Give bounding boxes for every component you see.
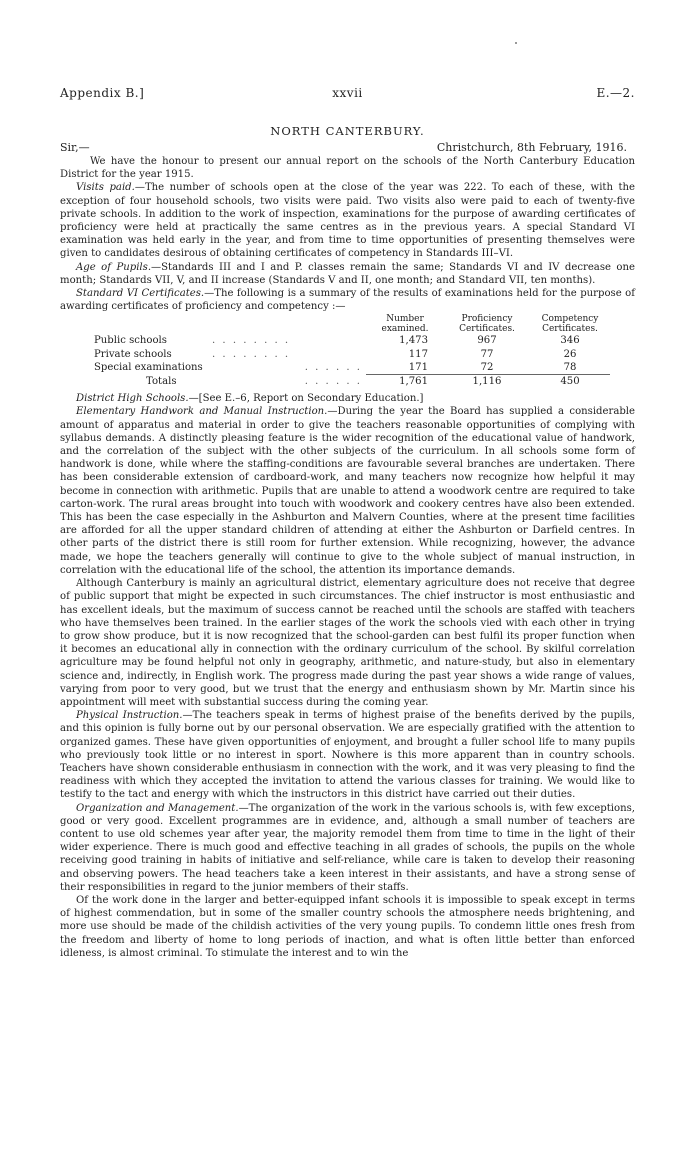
cell-examined: 171 [408, 361, 428, 373]
total-label: Totals [146, 376, 177, 388]
age-paragraph [60, 261, 635, 287]
header-appendix: Appendix B.] [60, 86, 145, 100]
header-series: E.—2. [596, 86, 635, 100]
handwork-paragraph [60, 405, 635, 577]
std6-text: —The following is a summary of the results of examinations held for the purpose of awarding certificates of proficiency and competency :— [60, 288, 635, 313]
handwork-heading: Elementary Handwork and Manual Instruction. [76, 406, 328, 418]
dhs-text: —[See E.–6, Report on Secondary Education.] [188, 393, 424, 405]
report-body [60, 155, 635, 960]
leader-dots: . . . . . . . . [212, 335, 291, 347]
dhs-paragraph [60, 392, 635, 405]
leader-dots: . . . . . . [304, 376, 362, 388]
leader-dots: . . . . . . [304, 362, 362, 374]
visits-heading: Visits paid. [76, 182, 135, 194]
handwork-text: —During the year the Board has supplied a considerable amount of apparatus and material in order to give the teachers reasonable opportunities of complying with syllabus demands. A distinctly pleasing feature is the wider recognition of the educational value of handwork, and the correlation of the subject with the other subjects of the curriculum. In all schools some form of handwork is done, while where the staffing-conditions are favourable several branches are undertaken. There has been considerable extension of cardboard-work, and many teachers now recognize how helpful it may become in connection with arithmetic. Pupils that are unable to attend a woodwork centre are required to take carton-work. The rural areas brought into touch with woodwork and cookery centres have also been extended. This has been the case especially in the Ashburton and Malvern Counties, where at the present time facilities are afforded for all the upper standard children of attending at either the Ashburton or Darfield centres. In other parts of the district there is still room for further extension. While recognizing, however, the advance made, we hope the teachers generally will continue to give to the whole subject of manual instruction, in correlation with the educational life of the school, the attention its importance demands. [60, 406, 635, 576]
total-proficiency: 1,116 [444, 375, 530, 389]
col-header-proficiency: Proficiency Certificates. [459, 314, 515, 335]
age-heading: Age of Pupils. [76, 261, 152, 273]
cell-proficiency: 77 [480, 348, 494, 360]
table-row [90, 334, 610, 347]
certificates-table [90, 314, 610, 388]
table-row [90, 348, 610, 361]
physical-paragraph [60, 709, 635, 801]
leader-dots: . . . . . . . . [212, 348, 291, 360]
agriculture-paragraph: Although Canterbury is mainly an agricultural district, elementary agriculture does not receive that degree of public support that might be expected in such circumstances. The chief instructor is most enthusiastic and has excellent ideals, but the maximum of success cannot be reached until the schools are staffed with teachers who have themselves been trained. In the earlier stages of the work the schools vied with each other in trying to grow show produce, but it is now recognized that the school-garden can best fulfil its proper function when it becomes an educational ally in connection with the ordinary curriculum of the school. By skilful correlation agriculture may be found helpful not only in geography, arithmetic, and nature-study, but also in elementary science and, indirectly, in English work. The progress made during the past year shows a wide range of values, varying from poor to very good, but we trust that the energy and enthusiasm shown by Mr. Martin since his appointment will meet with substantial success during the coming year. [60, 578, 635, 708]
organization-text: —The organization of the work in the various schools is, with few exceptions, good or very good. Excellent programmes are in evidence, and, although a small number of teachers are content to use old schemes year after year, the majority remodel them from time to time in the light of their wider experience. There is much good and effective teaching in all grades of schools, the pupils on the whole receiving good training in habits of initiative and self-reliance, while care is taken to develop their reasoning and observing powers. The head teachers take a keen interest in their assistants, and have a strong sense of their responsibilities in regard to the junior members of their staffs. [60, 802, 635, 893]
cell-proficiency: 72 [480, 361, 494, 373]
physical-heading: Physical Instruction. [76, 710, 183, 722]
table-header-row [90, 314, 610, 334]
std6-heading: Standard VI Certificates. [76, 288, 205, 300]
intro-paragraph: We have the honour to present our annual report on the schools of the North Canterbury Education District for the year 1915. [60, 156, 635, 181]
page-speck [515, 42, 517, 44]
age-text: —Standards III and I and P. classes remain the same; Standards VI and IV decrease one month; Standards VII, V, and II increase (Standards V and II, one month; and Standard VII, ten months). [60, 261, 635, 286]
table-row [90, 361, 610, 375]
col-header-competency: Competency Certificates. [541, 314, 599, 335]
visits-text: —The number of schools open at the close of the year was 222. To each of these, with the exception of four household schools, two visits were paid. Two visits also were paid to each of twenty-five private schools. In addition to the work of inspection, examinations for the purpose of awarding certificates of proficiency were held at practically the same centres as in the previous years. A special Standard VI examination was held early in the year, and from time to time opportunities of presenting themselves were given to candidates desirous of obtaining certificates of competency in Standards III–VI. [60, 182, 635, 260]
row-label: Public schools [94, 335, 167, 347]
running-header [60, 86, 635, 104]
dhs-heading: District High Schools. [76, 393, 189, 405]
std6-paragraph [60, 287, 635, 313]
table-total-row [90, 375, 610, 389]
row-label: Special examinations [94, 362, 203, 374]
col-header-examined: Number examined. [381, 314, 429, 335]
row-label: Private schools [94, 348, 172, 360]
organization-heading: Organization and Management. [76, 802, 239, 814]
visits-paragraph [60, 181, 635, 260]
cell-examined: 117 [408, 348, 428, 360]
dateline: Christchurch, 8th February, 1916. [436, 141, 627, 154]
salutation-line [60, 141, 635, 154]
infant-paragraph: Of the work done in the larger and better-equipped infant schools it is impossible to speak except in terms of highest commendation, but in some of the smaller country schools the atmosphere needs brightening, and more use should be made of the childish activities of the very young pupils. To condemn little ones fresh from the freedom and liberty of home to long periods of inaction, and what is often little better than enforced idleness, is almost criminal. To stimulate the interest and to win the [60, 894, 635, 959]
salutation: Sir,— [60, 141, 90, 154]
header-page-number: xxvii [332, 86, 363, 100]
cell-proficiency: 967 [477, 335, 497, 347]
total-examined: 1,761 [366, 375, 444, 389]
cell-examined: 1,473 [399, 335, 428, 347]
organization-paragraph [60, 802, 635, 894]
cell-competency: 346 [560, 335, 580, 347]
physical-text: —The teachers speak in terms of highest praise of the benefits derived by the pupils, and this opinion is fully borne out by our personal observation. We are especially gratified with the attention to organized games. These have given opportunities of enjoyment, and brought a fuller school life to many pupils who previously took little or no interest in sport. Nowhere is this more apparent than in country schools. Teachers have shown considerable enthusiasm in connection with the work, and it was very pleasing to find the readiness with which they accepted the invitation to attend the various classes for training. We would like to testify to the tact and energy with which the instructors in this district have carried out their duties. [60, 710, 635, 801]
cell-competency: 78 [563, 361, 577, 373]
total-competency: 450 [530, 375, 610, 389]
cell-competency: 26 [563, 348, 577, 360]
section-title: NORTH CANTERBURY. [270, 124, 425, 138]
